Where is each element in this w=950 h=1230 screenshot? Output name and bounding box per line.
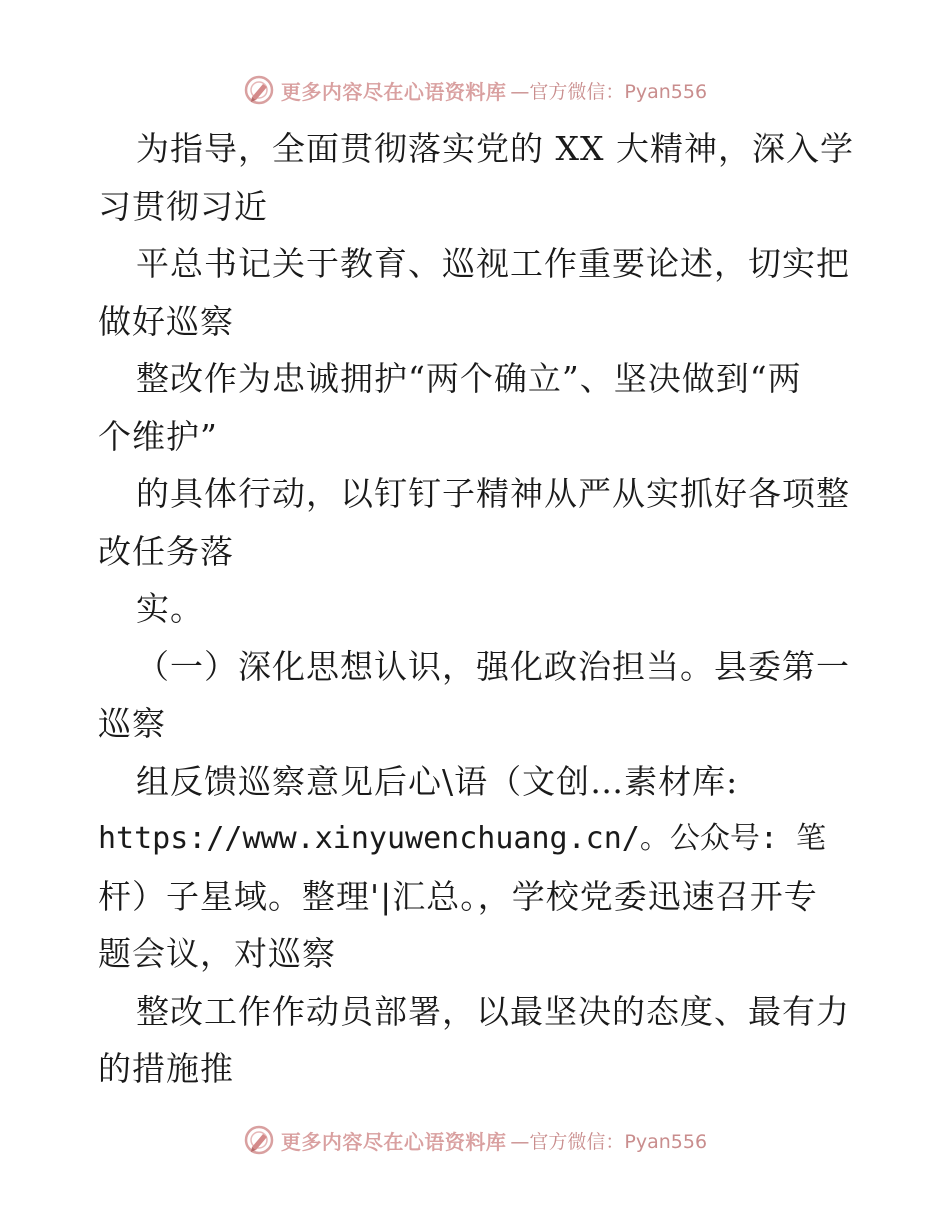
text-line: 习贯彻习近 [98,186,268,226]
text-line: 为指导，全面贯彻落实党的 XX 大精神，深入学 [136,129,854,168]
watermark-header [0,70,950,110]
text-line: 题会议，对巡察 [98,934,336,973]
text-line: 的措施推 [98,1049,234,1088]
text-line: 做好巡察 [98,301,234,341]
watermark-brand: 更多内容尽在心语资料库 [280,1129,507,1154]
text-line: 个维护” [98,416,218,456]
text-line: 巡察 [98,704,166,743]
watermark-wechat: —官方微信：Pyan556 [510,80,708,103]
watermark-brand: 更多内容尽在心语资料库 [280,79,507,104]
document-body [98,120,858,1098]
watermark-wechat: —官方微信：Pyan556 [510,1130,708,1153]
text-line: 实。 [136,589,204,628]
pen-nib-seal-icon [243,74,275,106]
text-line: 改任务落 [98,531,234,571]
text-line: （一）深化思想认识，强化政治担当。县委第一 [136,646,850,686]
text-line: 杆）子星域。整理'|汇总。，学校党委迅速召开专 [98,876,818,916]
watermark-footer [0,1120,950,1160]
text-line: https://www.xinyuwenchuang.cn/。公众号: 笔 [98,821,826,856]
pen-nib-seal-icon [243,1124,275,1156]
text-line: 平总书记关于教育、巡视工作重要论述，切实把 [136,244,850,283]
text-line: 整改工作作动员部署，以最坚决的态度、最有力 [136,991,850,1031]
text-line: 组反馈巡察意见后心\语（文创…素材库: [136,761,739,801]
text-line: 整改作为忠诚拥护“两个确立”、坚决做到“两 [136,359,802,398]
text-line: 的具体行动，以钉钉子精神从严从实抓好各项整 [136,474,850,513]
